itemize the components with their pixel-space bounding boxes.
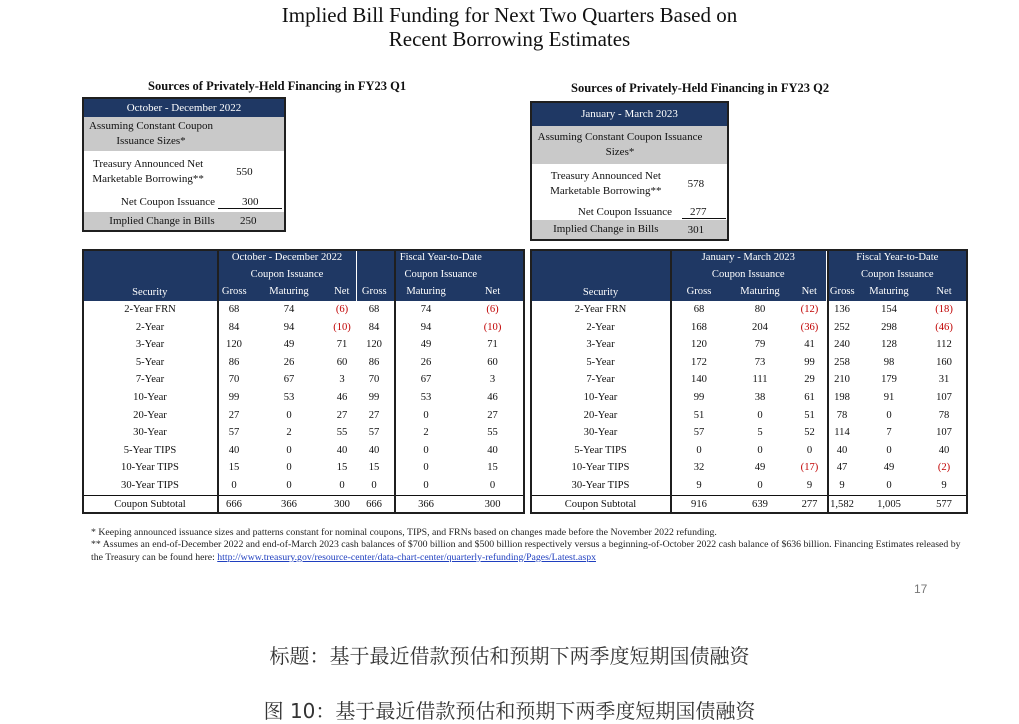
- value-cell: 51: [804, 409, 815, 421]
- right-net-header: Net: [793, 283, 826, 301]
- q2-implied-row: [532, 220, 727, 239]
- value-cell: (10): [483, 321, 502, 333]
- value-cell: 60: [336, 356, 348, 368]
- value-cell: 80: [754, 304, 766, 315]
- right-fytd-maturing-header: Maturing: [858, 283, 920, 301]
- table-row: [82, 424, 525, 442]
- value-cell: 49: [883, 462, 895, 474]
- footnote-2: [91, 539, 971, 564]
- value-cell: 168: [691, 321, 707, 333]
- value-cell: 98: [883, 356, 895, 368]
- value-cell: 107: [936, 427, 952, 439]
- value-cell: 68: [693, 304, 705, 315]
- left-fytd-maturing-header: Maturing: [392, 283, 460, 301]
- value-cell: 120: [366, 339, 382, 351]
- value-cell: 67: [283, 374, 295, 386]
- q1-net-coupon-label: Net Coupon Issuance: [120, 196, 215, 208]
- q2-summary-table: [530, 101, 729, 241]
- table-row: [82, 319, 525, 337]
- value-cell: 40: [336, 444, 348, 456]
- left-maturing-header: Maturing: [250, 283, 328, 301]
- left-issuance-table: [82, 249, 525, 513]
- subtotal-row: [82, 495, 525, 513]
- right-fytd-net-header: Net: [920, 283, 968, 301]
- page-title: [0, 3, 1019, 51]
- table-row: [530, 319, 968, 337]
- value-cell: 27: [336, 409, 348, 421]
- value-cell: 51: [693, 409, 705, 421]
- table-row: [82, 407, 525, 425]
- right-group2-line1: Fiscal Year-to-Date: [826, 249, 968, 266]
- right-table-body: [530, 301, 968, 513]
- value-cell: 120: [226, 339, 242, 351]
- value-cell: 27: [368, 409, 380, 421]
- value-cell: 15: [336, 462, 348, 474]
- value-cell: 74: [283, 304, 295, 315]
- value-cell: 47: [836, 462, 848, 474]
- value-cell: 46: [487, 391, 498, 403]
- value-cell: 210: [834, 374, 850, 386]
- value-cell: 26: [420, 356, 432, 368]
- value-cell: 68: [368, 304, 380, 315]
- security-cell: 30-Year: [133, 427, 167, 439]
- value-cell: 3: [489, 374, 496, 386]
- value-cell: 9: [806, 479, 813, 491]
- value-cell: 86: [228, 356, 240, 368]
- value-cell: 49: [283, 339, 295, 351]
- value-cell: 277: [793, 495, 826, 513]
- value-cell: (12): [800, 304, 819, 315]
- value-cell: 29: [804, 374, 815, 386]
- table-row: [82, 371, 525, 389]
- value-cell: 136: [834, 304, 850, 315]
- q2-announced-label: Treasury Announced Net Marketable Borrowing**: [550, 170, 662, 197]
- left-group1-line1: October - December 2022: [218, 249, 356, 266]
- table-row: [82, 442, 525, 460]
- value-cell: 40: [836, 444, 848, 456]
- value-cell: 9: [696, 479, 702, 491]
- table-row: [82, 477, 525, 495]
- value-cell: 179: [881, 374, 897, 386]
- security-cell: 7-Year: [586, 374, 615, 386]
- value-cell: 40: [487, 444, 498, 456]
- value-cell: 0: [423, 444, 429, 456]
- value-cell: 0: [757, 479, 763, 491]
- value-cell: 26: [283, 356, 295, 368]
- security-cell: Coupon Subtotal: [82, 495, 218, 513]
- value-cell: 99: [804, 356, 815, 368]
- table-row: [82, 459, 525, 477]
- title-line-1: Implied Bill Funding for Next Two Quarters Based on: [281, 3, 738, 27]
- security-cell: 7-Year: [135, 374, 165, 386]
- value-cell: 140: [691, 374, 707, 386]
- security-cell: 20-Year: [133, 409, 167, 421]
- value-cell: 0: [423, 462, 429, 474]
- value-cell: 0: [806, 444, 813, 456]
- security-cell: 10-Year TIPS: [121, 462, 179, 474]
- q1-net-coupon-row: [84, 193, 284, 212]
- value-cell: (18): [935, 304, 953, 315]
- table-row: [530, 477, 968, 495]
- security-cell: 20-Year: [583, 409, 618, 421]
- value-cell: 57: [368, 427, 380, 439]
- right-group1-line1: January - March 2023: [671, 249, 826, 266]
- q2-implied-value: 301: [687, 223, 705, 236]
- value-cell: 0: [757, 444, 763, 456]
- table-row: [82, 389, 525, 407]
- value-cell: 53: [420, 391, 432, 403]
- security-cell: 30-Year TIPS: [571, 479, 630, 491]
- security-cell: 5-Year: [586, 356, 615, 368]
- value-cell: 0: [757, 409, 763, 421]
- right-security-header: Security: [530, 249, 671, 301]
- value-cell: 70: [368, 374, 380, 386]
- value-cell: 94: [283, 321, 295, 333]
- q2-period-header: January - March 2023: [532, 103, 727, 126]
- value-cell: 40: [938, 444, 950, 456]
- q2-assume-row: [532, 126, 727, 164]
- value-cell: 84: [228, 321, 240, 333]
- q1-section-title: Sources of Privately-Held Financing in FY23 Q1: [148, 79, 407, 93]
- value-cell: 99: [693, 391, 705, 403]
- value-cell: 0: [886, 409, 892, 421]
- table-row: [82, 301, 525, 319]
- value-cell: 15: [228, 462, 240, 474]
- right-gross-header: Gross: [671, 283, 727, 301]
- value-cell: 61: [804, 391, 815, 403]
- table-row: [82, 336, 525, 354]
- q2-section-title: Sources of Privately-Held Financing in FY23 Q2: [571, 81, 830, 95]
- value-cell: 0: [423, 409, 429, 421]
- value-cell: 2: [286, 427, 292, 439]
- value-cell: 74: [420, 304, 432, 315]
- security-cell: 10-Year: [583, 391, 618, 403]
- left-gross-header: Gross: [218, 283, 250, 301]
- q1-summary-table: [82, 97, 286, 232]
- table-row: [530, 442, 968, 460]
- left-table-body: [82, 301, 525, 513]
- value-cell: 160: [936, 356, 952, 368]
- value-cell: (36): [800, 321, 819, 333]
- q1-implied-value: 250: [240, 215, 257, 227]
- q2-net-coupon-row: [532, 204, 727, 220]
- value-cell: 666: [356, 495, 392, 513]
- value-cell: 70: [228, 374, 240, 386]
- value-cell: 639: [727, 495, 793, 513]
- value-cell: 99: [368, 391, 380, 403]
- left-fytd-gross-header: Gross: [356, 283, 392, 301]
- value-cell: 0: [886, 444, 892, 456]
- value-cell: 46: [336, 391, 348, 403]
- q2-net-coupon-label: Net Coupon Issuance: [577, 205, 672, 218]
- value-cell: (2): [937, 462, 951, 474]
- value-cell: 9: [839, 479, 845, 491]
- value-cell: 38: [754, 391, 766, 403]
- value-cell: 258: [834, 356, 850, 368]
- value-cell: 107: [936, 391, 952, 403]
- value-cell: 15: [368, 462, 380, 474]
- subtotal-row: [530, 495, 968, 513]
- value-cell: 0: [286, 462, 292, 474]
- value-cell: (10): [333, 321, 351, 333]
- security-cell: 2-Year: [135, 321, 165, 333]
- right-maturing-header: Maturing: [727, 283, 793, 301]
- left-fytd-net-header: Net: [460, 283, 525, 301]
- value-cell: 71: [336, 339, 348, 351]
- value-cell: 0: [286, 444, 292, 456]
- value-cell: 5: [757, 427, 763, 439]
- right-group2-line2: Coupon Issuance: [826, 266, 968, 283]
- table-row: [530, 336, 968, 354]
- q2-implied-label: Implied Change in Bills: [553, 223, 659, 235]
- value-cell: 366: [392, 495, 460, 513]
- value-cell: 68: [228, 304, 240, 315]
- value-cell: 300: [460, 495, 525, 513]
- value-cell: 240: [834, 339, 850, 351]
- value-cell: 57: [228, 427, 240, 439]
- page-number: 17: [914, 582, 928, 596]
- value-cell: 1,582: [826, 495, 858, 513]
- q1-net-coupon-value: 300: [218, 196, 282, 209]
- value-cell: 252: [834, 321, 850, 333]
- right-fytd-gross-header: Gross: [826, 283, 858, 301]
- q2-assume-label: Assuming Constant Coupon Issuance Sizes*: [537, 131, 703, 158]
- value-cell: 114: [834, 427, 850, 439]
- left-group2-line2: Coupon Issuance: [356, 266, 525, 283]
- value-cell: 2: [423, 427, 429, 439]
- value-cell: 198: [834, 391, 850, 403]
- value-cell: 49: [754, 462, 766, 474]
- value-cell: 366: [250, 495, 328, 513]
- q1-implied-row: [84, 212, 284, 230]
- security-cell: 2-Year FRN: [124, 304, 176, 315]
- value-cell: (6): [335, 304, 349, 315]
- right-group1-line2: Coupon Issuance: [671, 266, 826, 283]
- value-cell: 0: [423, 479, 429, 491]
- value-cell: 916: [671, 495, 727, 513]
- value-cell: 27: [228, 409, 240, 421]
- q1-implied-label: Implied Change in Bills: [109, 214, 215, 227]
- q1-assume-row: [84, 117, 284, 151]
- value-cell: 67: [420, 374, 432, 386]
- security-cell: 3-Year: [135, 339, 165, 351]
- security-cell: 3-Year: [586, 339, 615, 351]
- security-cell: 30-Year TIPS: [121, 479, 179, 491]
- q2-announced-row: [532, 164, 727, 204]
- security-cell: 5-Year TIPS: [123, 444, 177, 456]
- value-cell: 52: [804, 427, 815, 439]
- value-cell: 40: [228, 444, 240, 456]
- value-cell: 128: [881, 339, 897, 351]
- value-cell: 577: [920, 495, 968, 513]
- value-cell: 300: [328, 495, 356, 513]
- value-cell: 55: [336, 427, 348, 439]
- value-cell: 94: [420, 321, 432, 333]
- security-cell: 10-Year TIPS: [571, 462, 630, 474]
- q2-announced-value: 578: [687, 178, 705, 190]
- value-cell: 32: [693, 462, 705, 474]
- value-cell: 53: [283, 391, 295, 403]
- value-cell: 41: [804, 339, 815, 351]
- value-cell: 71: [487, 339, 498, 351]
- value-cell: 40: [368, 444, 380, 456]
- value-cell: 0: [886, 479, 892, 491]
- value-cell: 79: [754, 339, 766, 351]
- value-cell: 84: [368, 321, 380, 333]
- cn-caption: 标题：基于最近借款预估和预期下两季度短期国债融资: [269, 644, 750, 668]
- value-cell: 78: [938, 409, 950, 421]
- value-cell: 86: [368, 356, 380, 368]
- q2-net-coupon-value: 277: [682, 206, 726, 219]
- value-cell: 112: [936, 339, 952, 351]
- value-cell: (6): [486, 304, 499, 315]
- value-cell: 57: [693, 427, 705, 439]
- value-cell: 55: [487, 427, 498, 439]
- value-cell: 99: [228, 391, 240, 403]
- value-cell: 49: [420, 339, 432, 351]
- value-cell: 666: [218, 495, 250, 513]
- q1-period-header: October - December 2022: [84, 99, 284, 117]
- value-cell: 27: [487, 409, 498, 421]
- value-cell: 1,005: [858, 495, 920, 513]
- left-group2-line1: Fiscal Year-to-Date: [356, 249, 525, 266]
- value-cell: 60: [487, 356, 498, 368]
- security-cell: 2-Year: [586, 321, 615, 333]
- value-cell: 31: [938, 374, 950, 386]
- security-cell: 2-Year FRN: [574, 304, 627, 315]
- table-row: [530, 407, 968, 425]
- table-row: [530, 371, 968, 389]
- q1-announced-value: 550: [236, 166, 253, 178]
- value-cell: 0: [286, 409, 292, 421]
- cn-figure-label: 图 10：基于最近借款预估和预期下两季度短期国债融资: [263, 699, 756, 723]
- security-cell: 5-Year TIPS: [574, 444, 627, 456]
- value-cell: 0: [231, 479, 237, 491]
- table-row: [82, 354, 525, 372]
- value-cell: 0: [489, 479, 496, 491]
- value-cell: 0: [371, 479, 377, 491]
- q1-assume-label: Assuming Constant Coupon Issuance Sizes*: [88, 120, 214, 147]
- value-cell: 3: [339, 374, 345, 386]
- security-cell: 5-Year: [135, 356, 165, 368]
- security-cell: 10-Year: [133, 391, 167, 403]
- left-security-header: Security: [82, 249, 218, 301]
- left-net-header: Net: [328, 283, 356, 301]
- value-cell: 0: [286, 479, 292, 491]
- value-cell: 7: [886, 427, 892, 439]
- treasury-link[interactable]: http://www.treasury.gov/resource-center/data-chart-center/quarterly-refunding/Pages/Latest.aspx: [217, 551, 596, 563]
- footnotes: [91, 527, 971, 564]
- value-cell: 111: [752, 374, 768, 386]
- value-cell: 73: [754, 356, 766, 368]
- footnote-2-text: ** Assumes an end-of-December 2022 and end-of-March 2023 cash balances of $700 billion and $500 billion respectively versus a beginning-of-October 2022 cash balance of $636 billion. Financing Estimates released by the Treasury can be found here:: [91, 539, 961, 563]
- value-cell: 298: [881, 321, 897, 333]
- left-group1-line2: Coupon Issuance: [218, 266, 356, 283]
- table-row: [530, 389, 968, 407]
- q1-announced-label: Treasury Announced Net Marketable Borrowing**: [92, 158, 204, 185]
- value-cell: 154: [881, 304, 897, 315]
- table-row: [530, 459, 968, 477]
- value-cell: 0: [339, 479, 345, 491]
- value-cell: 15: [487, 462, 498, 474]
- value-cell: 78: [836, 409, 848, 421]
- security-cell: 30-Year: [583, 427, 618, 439]
- value-cell: 204: [752, 321, 768, 333]
- value-cell: 0: [696, 444, 702, 456]
- title-line-2: Recent Borrowing Estimates: [388, 27, 631, 51]
- value-cell: 172: [691, 356, 707, 368]
- value-cell: (17): [800, 462, 819, 474]
- value-cell: 120: [691, 339, 707, 351]
- value-cell: 91: [883, 391, 895, 403]
- table-row: [530, 301, 968, 319]
- q1-announced-row: [84, 151, 284, 193]
- right-issuance-table: [530, 249, 968, 513]
- value-cell: 9: [941, 479, 947, 491]
- security-cell: Coupon Subtotal: [530, 495, 671, 513]
- table-row: [530, 424, 968, 442]
- footnote-1: * Keeping announced issuance sizes and patterns constant for nominal coupons, TIPS, and FRNs based on changes made before the November 2022 refunding.: [91, 527, 717, 538]
- table-row: [530, 354, 968, 372]
- value-cell: (46): [935, 321, 953, 333]
